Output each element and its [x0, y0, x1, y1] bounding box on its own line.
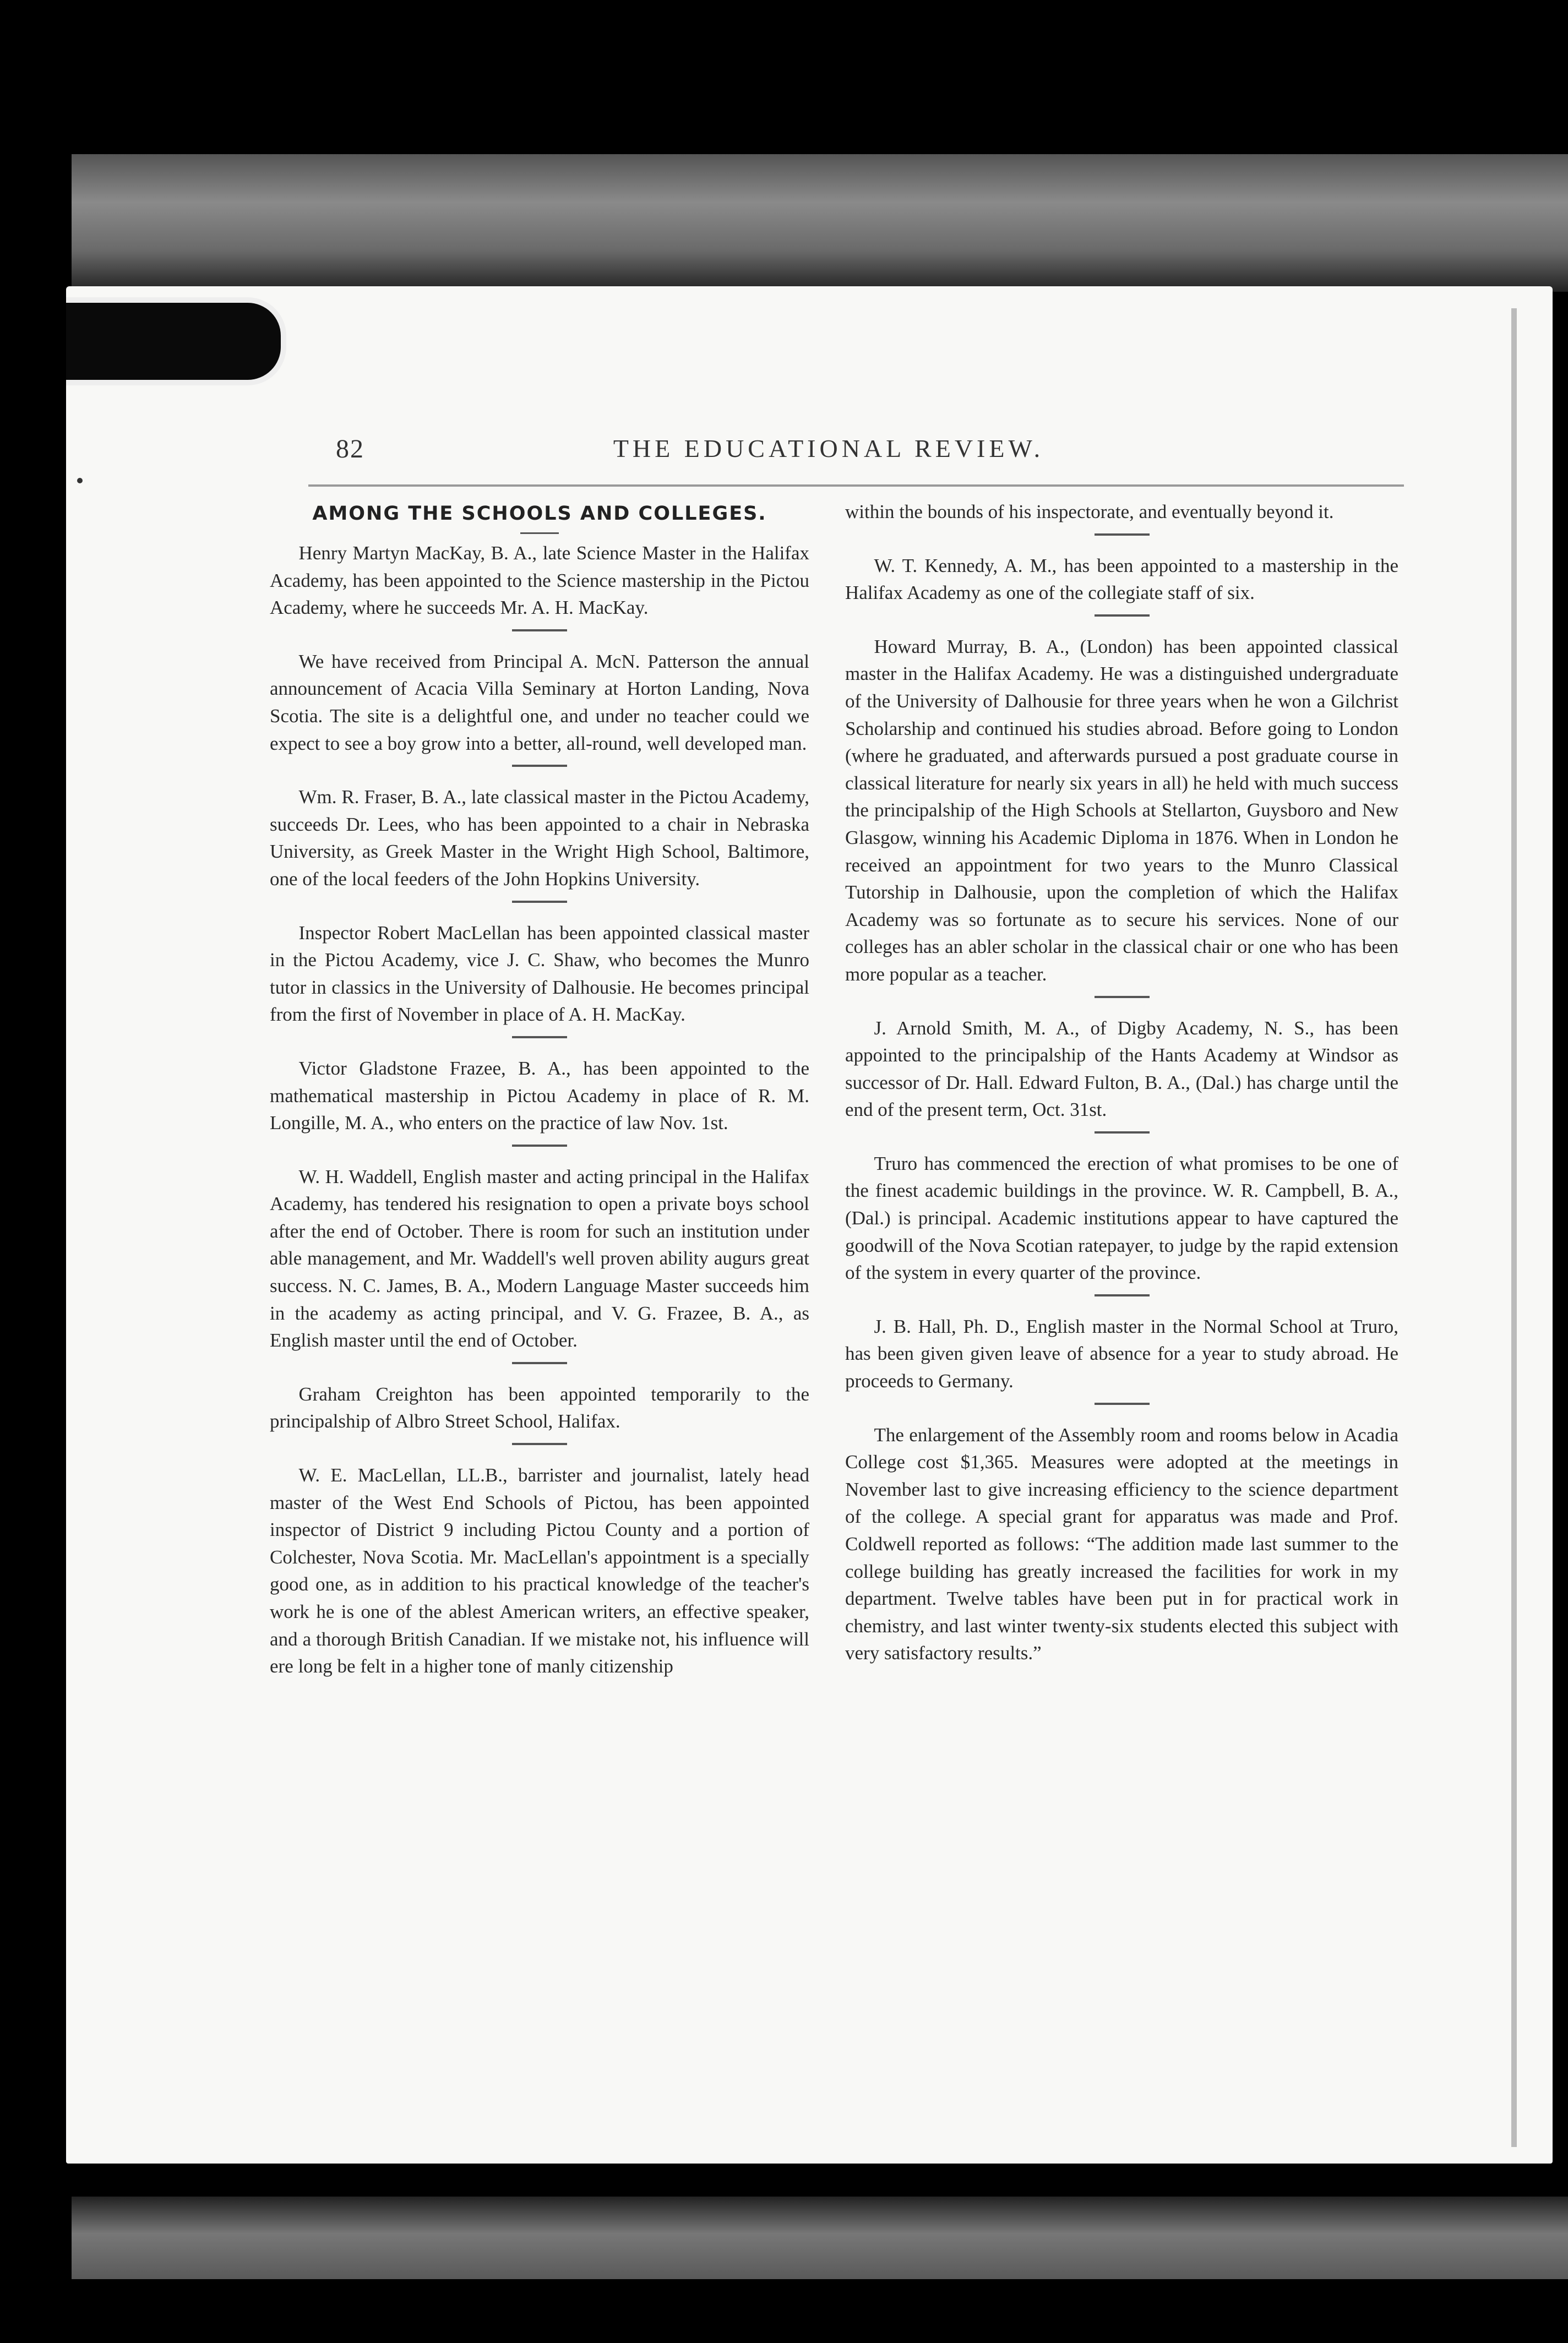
left-column	[270, 498, 809, 1680]
item-divider	[1095, 614, 1150, 617]
news-item	[270, 783, 809, 892]
news-item	[270, 540, 809, 622]
item-divider	[512, 1362, 567, 1364]
scan-shadow-bottom	[72, 2197, 1568, 2279]
item-divider	[512, 1145, 567, 1147]
news-item-continued	[845, 498, 1398, 526]
news-item	[270, 648, 809, 757]
item-text: W. T. Kennedy, A. M., has been appointed to a mastership in the Halifax Academy as one of the collegiate staff of six.	[845, 554, 1398, 604]
item-text: J. Arnold Smith, M. A., of Digby Academy, N. S., has been appointed to the principalship of the Hants Academy at Windsor as successor of Dr. Hall. Edward Fulton, B. A., (Dal.) has charge until the end of the present term, Oct. 31st.	[845, 1017, 1398, 1121]
page-edge	[1511, 308, 1517, 2147]
news-item	[845, 1313, 1398, 1395]
news-item	[845, 1150, 1398, 1287]
item-text: The enlargement of the Assembly room and rooms below in Acadia College cost $1,365. Measures were adopted at the meetings in November last to give increasing efficiency to the science department of the college. A special grant for apparatus was made and Prof. Coldwell reported as follows: “The addition made last summer to the college building has greatly increased the facilities for work in my department. Twelve tables have been put in for practical work in chemistry, and last winter twenty-six students elected this subject with very satisfactory results.”	[845, 1424, 1398, 1664]
news-item	[845, 1421, 1398, 1667]
running-title: THE EDUCATIONAL REVIEW.	[613, 434, 1044, 462]
news-item	[845, 552, 1398, 607]
item-divider	[512, 629, 567, 631]
page-number: 82	[336, 434, 364, 464]
binder-clip	[66, 297, 286, 385]
item-divider	[1095, 1294, 1150, 1296]
news-item	[270, 1462, 809, 1680]
item-text: Graham Creighton has been appointed temporarily to the principalship of Albro Street School, Halifax.	[270, 1383, 809, 1432]
item-divider	[512, 765, 567, 767]
item-divider	[512, 1036, 567, 1038]
item-divider	[1095, 1131, 1150, 1134]
right-column	[845, 498, 1398, 1667]
item-divider	[512, 1443, 567, 1445]
item-text: Victor Gladstone Frazee, B. A., has been appointed to the mathematical mastership in Pictou Academy in place of R. M. Longille, M. A., who enters on the practice of law Nov. 1st.	[270, 1057, 809, 1134]
news-item	[270, 1163, 809, 1354]
item-text: Truro has commenced the erection of what promises to be one of the finest academic buildings in the province. W. R. Campbell, B. A., (Dal.) is principal. Academic institutions appear to have captured the goodwill of the Nova Scotian ratepayer, to judge by the rapid extension of the system in every quarter of the province.	[845, 1152, 1398, 1284]
news-item	[270, 1055, 809, 1137]
item-text: J. B. Hall, Ph. D., English master in the Normal School at Truro, has been given given leave of absence for a year to study abroad. He proceeds to Germany.	[845, 1315, 1398, 1392]
item-text: Henry Martyn MacKay, B. A., late Science Master in the Halifax Academy, has been appointed to the Science mastership in the Pictou Academy, where he succeeds Mr. A. H. MacKay.	[270, 542, 809, 619]
news-item	[845, 633, 1398, 988]
item-text: Inspector Robert MacLellan has been appointed classical master in the Pictou Academy, vice J. C. Shaw, who becomes the Munro tutor in classics in the University of Dalhousie. He becomes principal from the first of November in place of A. H. MacKay.	[270, 922, 809, 1026]
speck-mark	[77, 478, 83, 483]
item-text: W. H. Waddell, English master and acting principal in the Halifax Academy, has tendered his resignation to open a private boys school after the end of October. There is room for such an institution under able management, and Mr. Waddell's well proven ability augurs great success. N. C. James, B. A., Modern Language Master succeeds him in the academy as acting principal, and V. G. Frazee, B. A., as English master until the end of October.	[270, 1165, 809, 1352]
item-divider	[512, 901, 567, 903]
item-divider	[1095, 1403, 1150, 1405]
news-item	[270, 1381, 809, 1435]
item-text: within the bounds of his inspectorate, and eventually beyond it.	[845, 501, 1334, 522]
header-rule	[308, 484, 1404, 487]
item-text: Howard Murray, B. A., (London) has been appointed classical master in the Halifax Academy. He was a distinguished undergraduate of the University of Dalhousie for three years when he won a Gilchrist Scholarship and continued his studies abroad. Before going to London (where he graduated, and afterwards pursued a post graduate course in classical literature for nearly six years in all) he held with much success the principalship of the High Schools at Stellarton, Guysboro and New Glasgow, winning his Academic Diploma in 1876. When in London he received an appointment for two years to the Munro Classical Tutorship in Dalhousie, upon the completion of which the Halifax Academy was so fortunate as to secure his services. None of our colleges has an abler scholar in the classical chair or one who has been more popular as a teacher.	[845, 635, 1398, 985]
item-divider	[1095, 533, 1150, 536]
title-divider	[520, 532, 559, 534]
page-header	[275, 434, 1382, 472]
scan-shadow-top	[72, 154, 1568, 292]
news-item	[270, 919, 809, 1028]
item-text: W. E. MacLellan, LL.B., barrister and journalist, lately head master of the West End Schools of Pictou, has been appointed inspector of District 9 including Pictou County and a portion of Colchester, Nova Scotia. Mr. MacLellan's appointment is a specially good one, as in addition to his practical knowledge of the teacher's work he is one of the ablest American writers, an effective speaker, and a thorough British Canadian. If we mistake not, his influence will ere long be felt in a higher tone of manly citizenship	[270, 1464, 809, 1677]
item-divider	[1095, 996, 1150, 998]
news-item	[845, 1015, 1398, 1124]
item-text: Wm. R. Fraser, B. A., late classical master in the Pictou Academy, succeeds Dr. Lees, who has been appointed to a chair in Nebraska University, as Greek Master in the Wright High School, Baltimore, one of the local feeders of the John Hopkins University.	[270, 786, 809, 890]
item-text: We have received from Principal A. McN. Patterson the annual announcement of Acacia Villa Seminary at Horton Landing, Nova Scotia. The site is a delightful one, and under no teacher could we expect to see a boy grow into a better, all-round, well developed man.	[270, 650, 809, 754]
section-title: AMONG THE SCHOOLS AND COLLEGES.	[312, 503, 767, 525]
